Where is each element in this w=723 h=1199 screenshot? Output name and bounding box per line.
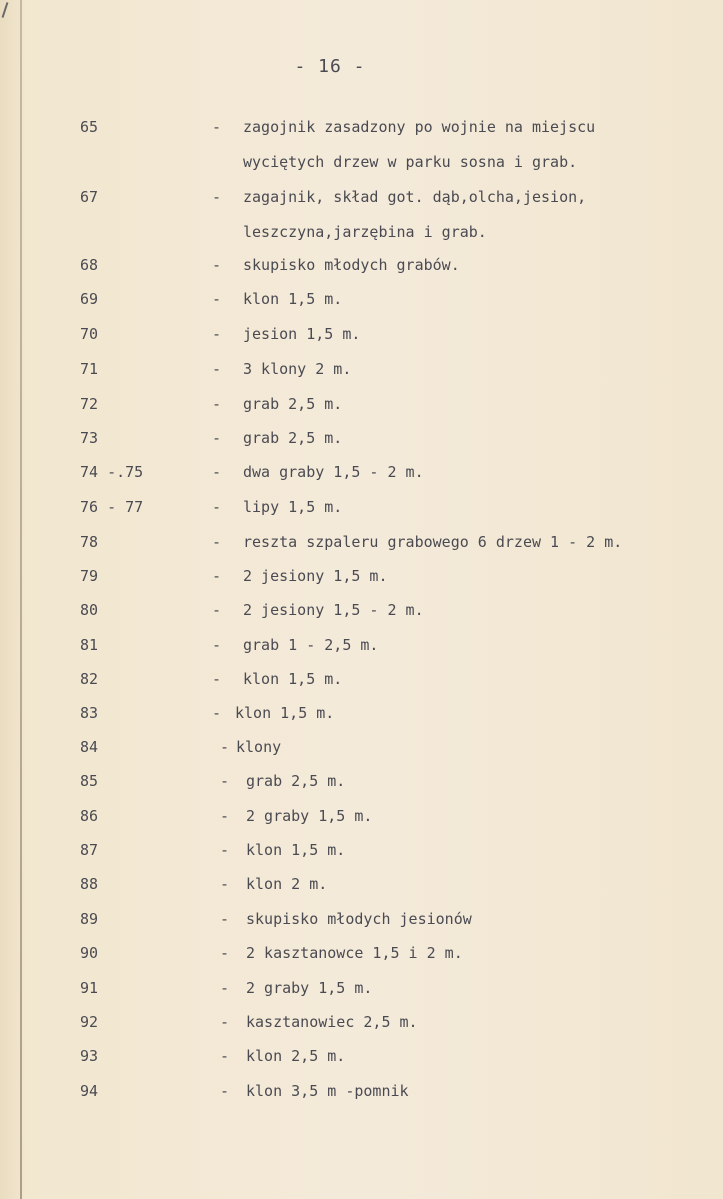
list-item bbox=[0, 533, 723, 563]
list-item bbox=[0, 1013, 723, 1043]
entry-dash: - bbox=[212, 498, 222, 516]
entry-number: 72 bbox=[80, 395, 99, 413]
entry-description: klon 1,5 m. bbox=[246, 841, 346, 859]
entry-description: klon 2,5 m. bbox=[246, 1047, 346, 1065]
list-item bbox=[0, 670, 723, 700]
entry-description: klon 1,5 m. bbox=[235, 704, 335, 722]
list-item bbox=[0, 636, 723, 666]
entry-number: 68 bbox=[80, 256, 99, 274]
entry-dash: - bbox=[212, 118, 222, 136]
entry-dash: - bbox=[212, 325, 222, 343]
pencil-mark bbox=[2, 2, 9, 18]
entry-number: 85 bbox=[80, 772, 99, 790]
entry-number: 65 bbox=[80, 118, 99, 136]
entry-dash: - bbox=[220, 772, 230, 790]
entry-description: kasztanowiec 2,5 m. bbox=[246, 1013, 418, 1031]
page-number: - 16 - bbox=[294, 56, 366, 77]
list-item bbox=[0, 325, 723, 355]
entry-dash: - bbox=[220, 1082, 230, 1100]
entry-description-continued: leszczyna,jarzębina i grab. bbox=[243, 223, 487, 241]
entry-dash: - bbox=[212, 533, 222, 551]
entry-number: 92 bbox=[80, 1013, 99, 1031]
entry-dash: - bbox=[212, 290, 222, 308]
entry-description: grab 2,5 m. bbox=[243, 395, 343, 413]
entry-description: klony bbox=[236, 738, 282, 756]
list-item bbox=[0, 944, 723, 974]
entry-dash: - bbox=[220, 1013, 230, 1031]
list-item-continuation bbox=[0, 223, 723, 253]
entry-dash: - bbox=[220, 841, 230, 859]
entry-description: zagojnik zasadzony po wojnie na miejscu bbox=[243, 118, 596, 136]
list-item bbox=[0, 498, 723, 528]
entry-dash: - bbox=[220, 875, 230, 893]
entry-description: 2 jesiony 1,5 m. bbox=[243, 567, 388, 585]
entry-number: 91 bbox=[80, 979, 99, 997]
entry-number: 69 bbox=[80, 290, 99, 308]
entry-dash: - bbox=[220, 910, 230, 928]
list-item bbox=[0, 601, 723, 631]
entry-number: 94 bbox=[80, 1082, 99, 1100]
entry-number: 88 bbox=[80, 875, 99, 893]
entry-dash: - bbox=[212, 395, 222, 413]
entry-description: 2 jesiony 1,5 - 2 m. bbox=[243, 601, 424, 619]
entry-number: 93 bbox=[80, 1047, 99, 1065]
entry-description: dwa graby 1,5 - 2 m. bbox=[243, 463, 424, 481]
entry-description: skupisko młodych jesionów bbox=[246, 910, 472, 928]
entry-dash: - bbox=[212, 567, 222, 585]
entry-description-continued: wyciętych drzew w parku sosna i grab. bbox=[243, 153, 578, 171]
entry-description: klon 1,5 m. bbox=[243, 670, 343, 688]
list-item bbox=[0, 118, 723, 148]
list-item bbox=[0, 188, 723, 218]
list-item bbox=[0, 395, 723, 425]
list-item bbox=[0, 463, 723, 493]
entry-dash: - bbox=[212, 188, 222, 206]
entry-dash: - bbox=[220, 979, 230, 997]
entry-description: zagajnik, skład got. dąb,olcha,jesion, bbox=[243, 188, 587, 206]
entry-number: 81 bbox=[80, 636, 99, 654]
entry-dash: - bbox=[212, 636, 222, 654]
entry-description: 2 graby 1,5 m. bbox=[246, 807, 373, 825]
entry-dash: - bbox=[212, 429, 222, 447]
entry-description: klon 3,5 m -pomnik bbox=[246, 1082, 409, 1100]
entry-description: 2 kasztanowce 1,5 i 2 m. bbox=[246, 944, 463, 962]
entry-description: klon 1,5 m. bbox=[243, 290, 343, 308]
entry-description: skupisko młodych grabów. bbox=[243, 256, 460, 274]
entry-number: 71 bbox=[80, 360, 99, 378]
entry-dash: - bbox=[212, 704, 222, 722]
entry-number: 70 bbox=[80, 325, 99, 343]
entry-number: 87 bbox=[80, 841, 99, 859]
entry-description: klon 2 m. bbox=[246, 875, 328, 893]
entry-description: grab 1 - 2,5 m. bbox=[243, 636, 379, 654]
entry-dash: - bbox=[212, 463, 222, 481]
entry-number: 84 bbox=[80, 738, 99, 756]
list-item bbox=[0, 910, 723, 940]
entry-dash: - bbox=[220, 807, 230, 825]
list-item bbox=[0, 841, 723, 871]
list-item bbox=[0, 429, 723, 459]
entry-dash: - bbox=[220, 1047, 230, 1065]
entry-number: 82 bbox=[80, 670, 99, 688]
list-item bbox=[0, 738, 723, 768]
list-item bbox=[0, 1047, 723, 1077]
list-item bbox=[0, 360, 723, 390]
list-item bbox=[0, 567, 723, 597]
entry-description: grab 2,5 m. bbox=[246, 772, 346, 790]
entry-number: 89 bbox=[80, 910, 99, 928]
list-item bbox=[0, 290, 723, 320]
list-item bbox=[0, 1082, 723, 1112]
entry-dash: - bbox=[212, 256, 222, 274]
entry-number: 83 bbox=[80, 704, 99, 722]
entry-number: 74 -.75 bbox=[80, 463, 144, 481]
entry-description: grab 2,5 m. bbox=[243, 429, 343, 447]
entry-description: lipy 1,5 m. bbox=[243, 498, 343, 516]
entry-number: 90 bbox=[80, 944, 99, 962]
list-item bbox=[0, 807, 723, 837]
entry-number: 67 bbox=[80, 188, 99, 206]
entry-dash: - bbox=[212, 670, 222, 688]
entry-description: jesion 1,5 m. bbox=[243, 325, 361, 343]
list-item bbox=[0, 875, 723, 905]
entry-number: 86 bbox=[80, 807, 99, 825]
entry-description: 3 klony 2 m. bbox=[243, 360, 352, 378]
entry-dash: - bbox=[212, 360, 222, 378]
entry-description: 2 graby 1,5 m. bbox=[246, 979, 373, 997]
entry-number: 76 - 77 bbox=[80, 498, 144, 516]
entry-dash: - bbox=[220, 738, 230, 756]
list-item bbox=[0, 256, 723, 286]
list-item bbox=[0, 704, 723, 734]
entry-number: 79 bbox=[80, 567, 99, 585]
entry-dash: - bbox=[212, 601, 222, 619]
entry-dash: - bbox=[220, 944, 230, 962]
list-item-continuation bbox=[0, 153, 723, 183]
list-item bbox=[0, 772, 723, 802]
entry-description: reszta szpaleru grabowego 6 drzew 1 - 2 m. bbox=[243, 533, 623, 551]
entry-number: 78 bbox=[80, 533, 99, 551]
entry-number: 80 bbox=[80, 601, 99, 619]
list-item bbox=[0, 979, 723, 1009]
entry-number: 73 bbox=[80, 429, 99, 447]
